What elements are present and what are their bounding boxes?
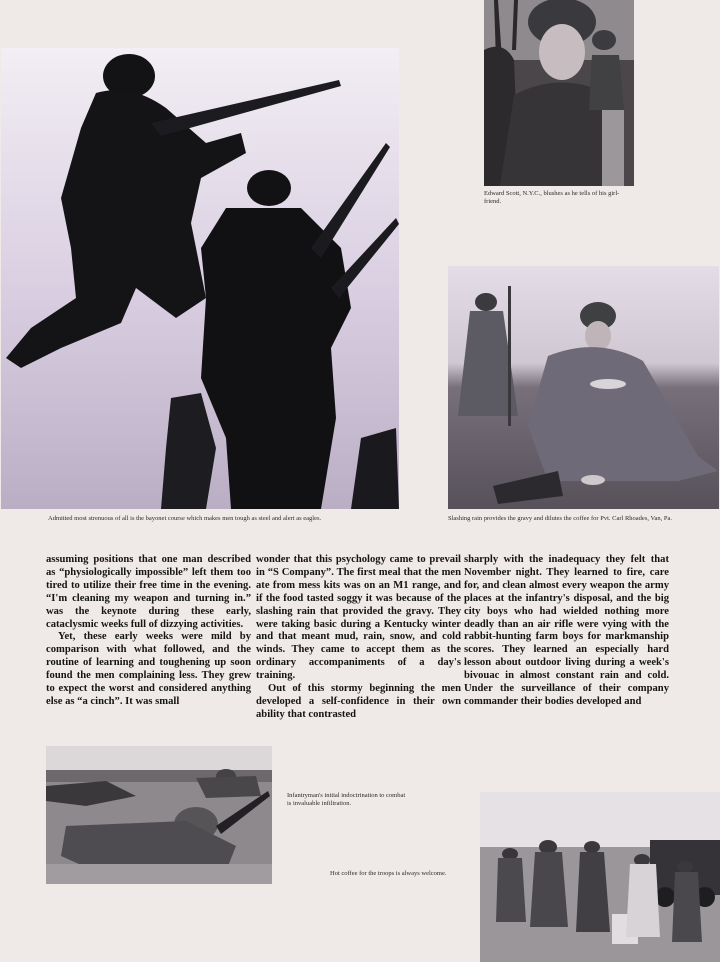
col2-paragraph-2: Out of this stormy beginning the men developed a self-confidence in their own ability that contrasted [256,683,461,720]
col2-paragraph-1: wonder that this psychology came to prevail in “S Company”. The first meal that the men ate from mess kits was on an M1 range, and if the food tasted soggy it was because of the slashing rain that provided the gravy. They were taking basic during a Kentucky winter and that meant mud, rain, snow, and cold winds. They came to accept them as the ordinary accompaniments of a day's training. [256,554,461,682]
coffee-caption: Hot coffee for the troops is always welcome. [330,870,447,877]
hot-coffee-photo [480,792,720,962]
col3-paragraph-1: sharply with the inadequacy they felt that November night. They learned to fire, care for, and clean almost every weapon the army places at the infantry's disposal, and the big city boys who had wielded nothing more deadly than an air rifle were vying with the rabbit-hunting farm boys for markmanship scores. They learned an especially hard lesson about outdoor living during a week's bivouac in almost constant rain and cold. Under the surveillance of their company commander their bodies developed and [464,554,669,707]
edward-scott-photo [484,0,634,186]
slashing-rain-photo [448,266,719,509]
infiltration-caption: Infantryman's initial indoctrination to combat is invaluable infiltration. [287,792,406,807]
col1-paragraph-1: assuming positions that one man described as “physiologically impossible” left them too tired to utilize their free time in the evening. “I'm cleaning my weapon and turning in.” was the keynote during these early, cataclysmic weeks full of dizzying activities. [46,554,251,630]
scott-caption: Edward Scott, N.Y.C., blushes as he tells of his girl-friend. [484,190,620,205]
bayonet-course-photo [1,48,399,509]
article-column-3 [464,554,669,709]
article-column-2 [256,554,461,722]
rain-caption: Slashing rain provides the gravy and dilutes the coffee for Pvt. Carl Rhoades, Van, Pa. [448,515,672,522]
col1-paragraph-2: Yet, these early weeks were mild by comparison with what followed, and the routine of learning and toughening up soon found the men complaining less. They grew to expect the worst and considered anything else as “a cinch”. It was small [46,631,251,707]
infiltration-photo [46,746,272,884]
bayonet-caption: Admitted most strenuous of all is the bayonet course which makes men tough as steel and alert as eagles. [48,515,322,522]
article-column-1 [46,554,251,709]
